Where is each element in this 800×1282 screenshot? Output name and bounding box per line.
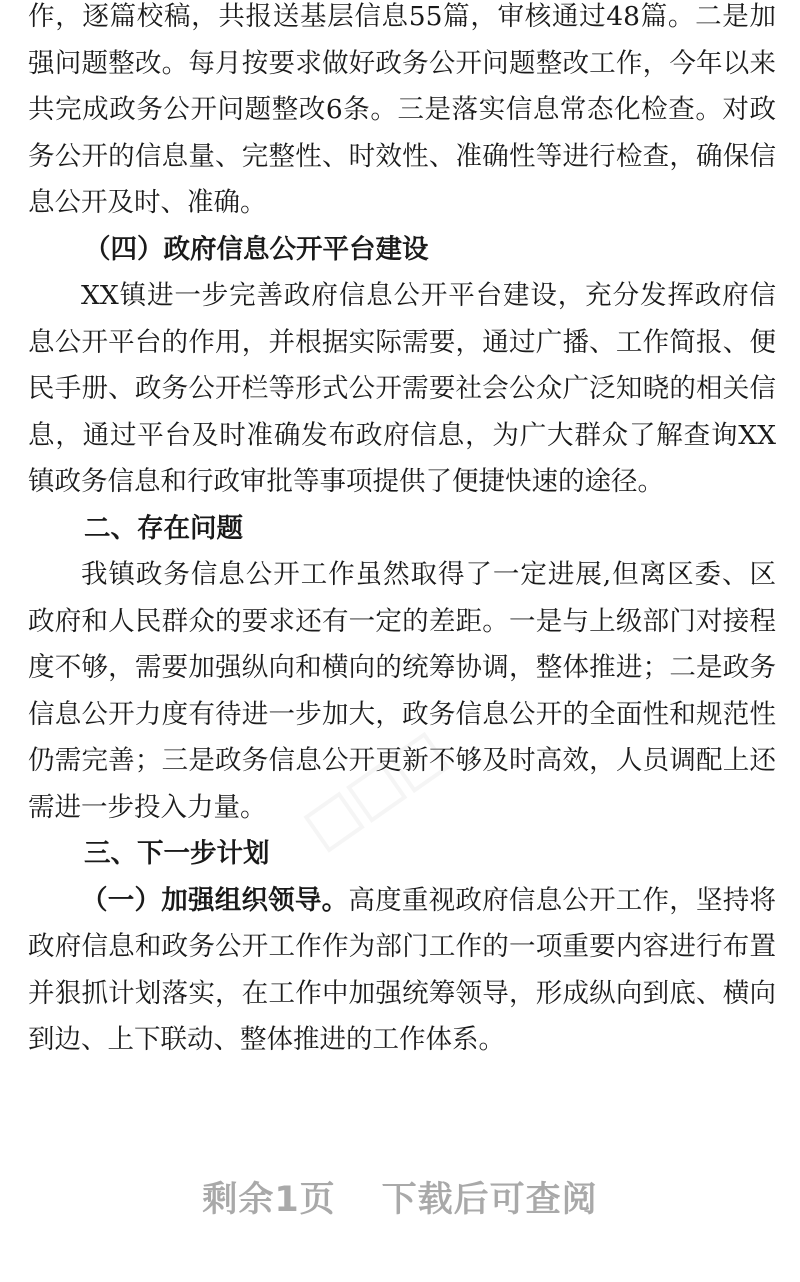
document-body [28,0,776,1064]
download-prompt[interactable] [0,1175,800,1225]
remaining-pages-label: 剩余1页 [202,1180,336,1220]
section-heading-problems: 二、存在问题 [84,512,243,544]
subheading-platform-construction: （四）政府信息公开平台建设 [84,233,429,265]
paragraph-problems: 我镇政务信息公开工作虽然取得了一定进展,但离区委、区政府和人民群众的要求还有一定的差距。一是与上级部门对接程度不够，需要加强纵向和横向的统筹协调，整体推进；二是政务信息公开力度有待进一步加大，政务信息公开的全面性和规范性仍需完善；三是政务信息公开更新不够及时高效，人员调配上还需进一步投入力量。 [28,559,776,823]
paragraph-info-review: 作，逐篇校稿，共报送基层信息55篇，审核通过48篇。二是加强问题整改。每月按要求做好政务公开问题整改工作，今年以来共完成政务公开问题整改6条。三是落实信息常态化检查。对政务公开的信息量、完整性、时效性、准确性等进行检查，确保信息公开及时、准确。 [28,1,776,218]
paragraph-organization-leadership [28,878,776,1064]
paragraph-lead-heading: （一）加强组织领导。 [81,884,349,916]
paragraph-lead-body: 高度重视政府信息公开工作，坚持将政府信息和政务公开工作作为部门工作的一项重要内容进行布置并狠抓计划落实，在工作中加强统筹领导，形成纵向到底、横向到边、上下联动、整体推进的工作体系。 [28,884,777,1055]
section-heading-next-plan: 三、下一步计划 [84,838,270,869]
paragraph-platform-construction: XX镇进一步完善政府信息公开平台建设，充分发挥政府信息公开平台的作用，并根据实际需要，通过广播、工作简报、便民手册、政务公开栏等形式公开需要社会公众广泛知晓的相关信息，通过平台及时准确发布政府信息，为广大群众了解查询XX镇政务信息和行政审批等事项提供了便捷快速的途径。 [28,280,776,497]
download-to-view-label: 下载后可查阅 [381,1180,598,1220]
